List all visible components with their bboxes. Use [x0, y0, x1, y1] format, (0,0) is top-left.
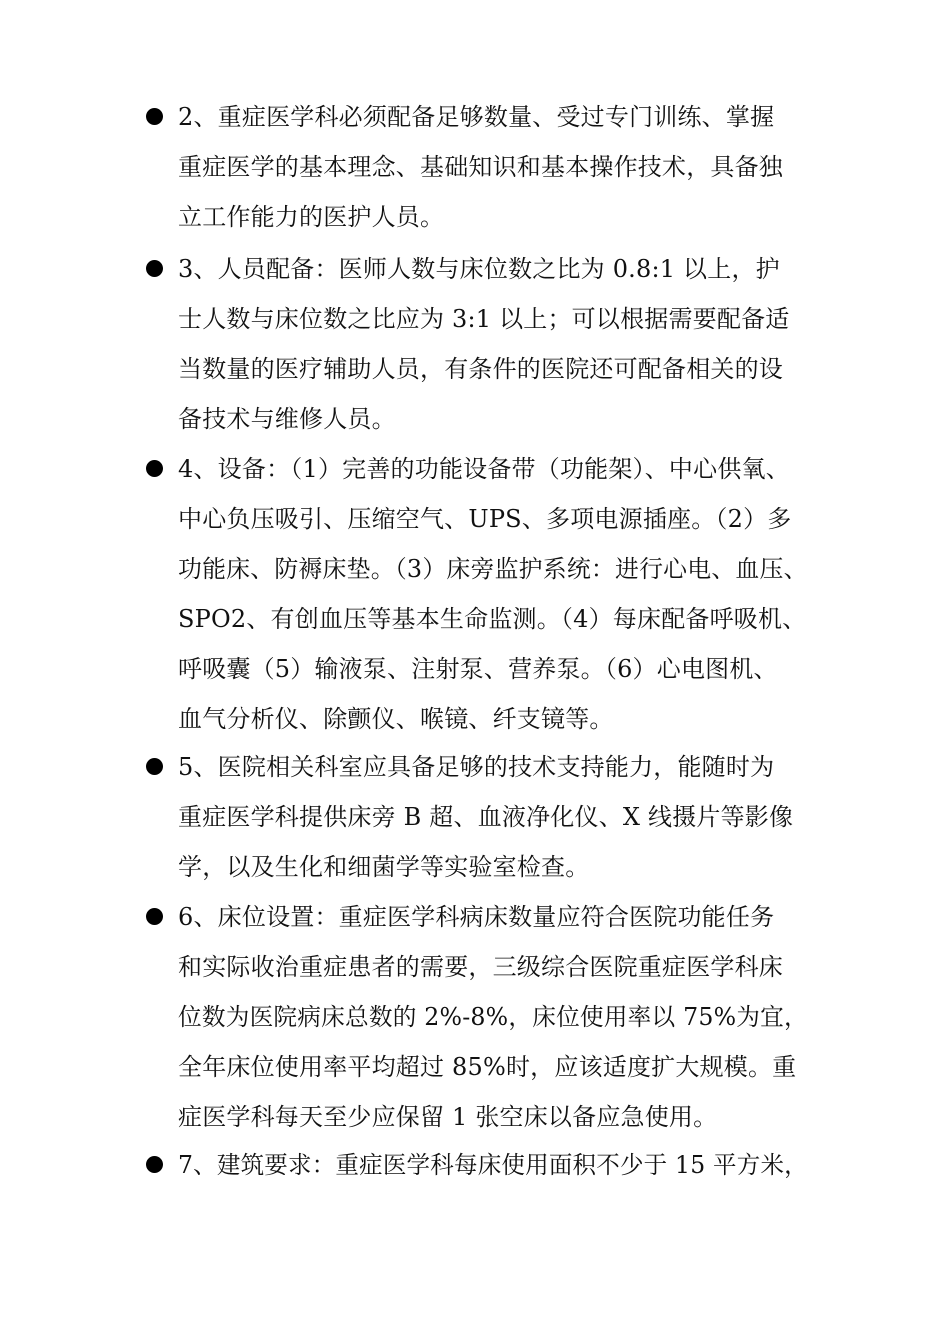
- bullet-icon: [146, 758, 163, 775]
- text-line: 重症医学的基本理念、基础知识和基本操作技术，具备独: [178, 153, 783, 181]
- bullet-icon: [146, 908, 163, 925]
- text-line: 和实际收治重症患者的需要，三级综合医院重症医学科床: [178, 953, 783, 981]
- text-line: 重症医学科提供床旁 B 超、血液净化仪、X 线摄片等影像: [178, 803, 794, 831]
- text-line: SPO2、有创血压等基本生命监测。（4）每床配备呼吸机、: [178, 605, 807, 633]
- bullet-icon: [146, 460, 163, 477]
- text-line: 全年床位使用率平均超过 85%时，应该适度扩大规模。重: [178, 1053, 797, 1081]
- text-line: 症医学科每天至少应保留 1 张空床以备应急使用。: [178, 1103, 718, 1131]
- text-line: 4、设备：（1）完善的功能设备带（功能架）、中心供氧、: [178, 455, 790, 483]
- text-line: 中心负压吸引、压缩空气、UPS、多项电源插座。（2）多: [178, 505, 792, 533]
- text-line: 呼吸囊（5）输液泵、注射泵、营养泵。（6）心电图机、: [178, 655, 778, 683]
- text-line: 当数量的医疗辅助人员，有条件的医院还可配备相关的设: [178, 355, 783, 383]
- text-line: 位数为医院病床总数的 2%-8%，床位使用率以 75%为宜，: [178, 1003, 808, 1031]
- text-line: 学，以及生化和细菌学等实验室检查。: [178, 853, 590, 881]
- text-line: 备技术与维修人员。: [178, 405, 396, 433]
- text-line: 5、医院相关科室应具备足够的技术支持能力，能随时为: [178, 753, 775, 781]
- text-line: 血气分析仪、除颤仪、喉镜、纤支镜等。: [178, 705, 614, 733]
- text-line: 7、建筑要求：重症医学科每床使用面积不少于 15 平方米，: [178, 1151, 808, 1179]
- text-line: 3、人员配备：医师人数与床位数之比为 0.8:1 以上，护: [178, 255, 780, 283]
- text-line: 2、重症医学科必须配备足够数量、受过专门训练、掌握: [178, 103, 775, 131]
- text-line: 6、床位设置：重症医学科病床数量应符合医院功能任务: [178, 903, 775, 931]
- text-line: 士人数与床位数之比应为 3:1 以上；可以根据需要配备适: [178, 305, 790, 333]
- bullet-icon: [146, 108, 163, 125]
- text-line: 立工作能力的医护人员。: [178, 203, 445, 231]
- text-line: 功能床、防褥床垫。（3）床旁监护系统：进行心电、血压、: [178, 555, 808, 583]
- bullet-icon: [146, 1156, 163, 1173]
- bullet-icon: [146, 260, 163, 277]
